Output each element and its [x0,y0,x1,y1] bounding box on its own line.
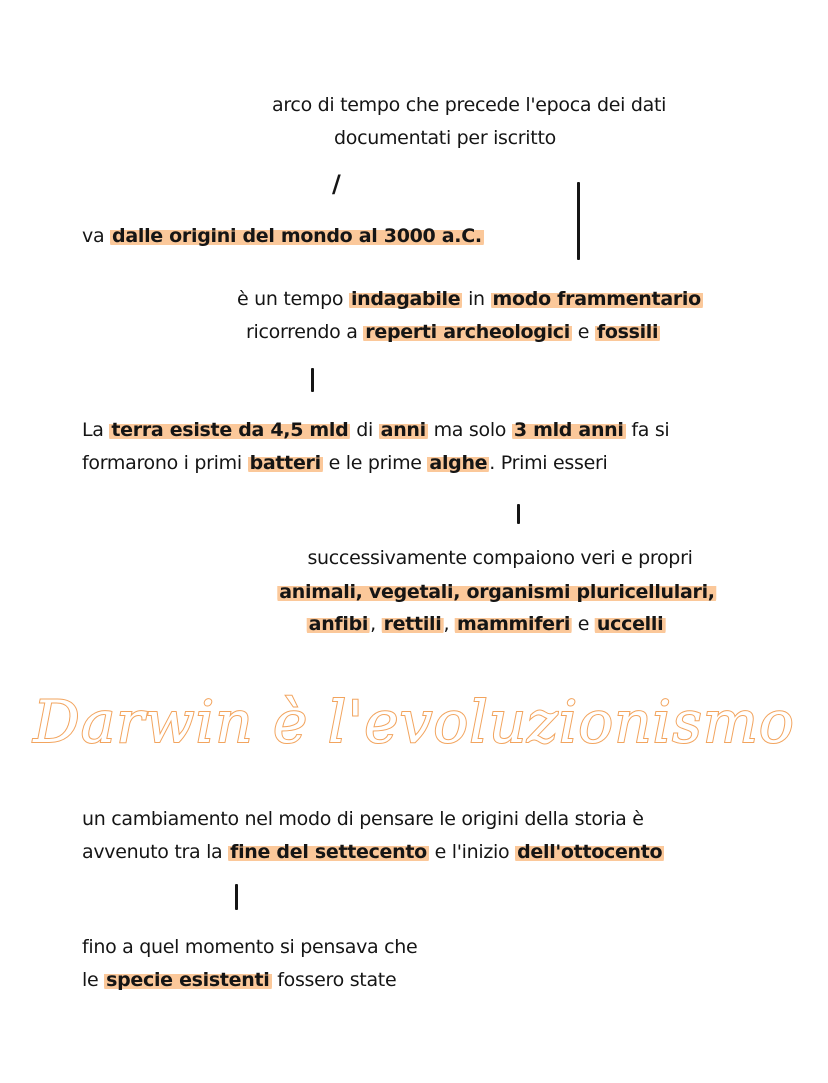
period-highlight: dalle origini del mondo al 3000 a.C. [112,225,482,247]
period-prefix: va [82,225,111,247]
text: fossero state [271,969,397,991]
connector-slash: / [332,170,341,198]
text: . Primi esseri [489,452,608,474]
text: e l'inizio [428,841,516,863]
definition-line-2: documentati per iscritto [334,127,556,149]
text: La [82,419,110,441]
method-line-1 [237,287,703,311]
definition-line-1: arco di tempo che precede l'epoca dei dati [272,94,667,116]
highlight-uccelli: uccelli [596,613,664,635]
highlight-reperti: reperti archeologici [365,321,570,343]
text: ricorrendo a [246,321,364,343]
method-line-2 [246,320,660,344]
highlight-fossili: fossili [596,321,659,343]
text: in [462,288,491,310]
text: e [572,613,595,635]
highlight-terra: terra esiste da 4,5 mld [111,419,349,441]
highlight-fine-settecento: fine del settecento [230,841,427,863]
highlight-ottocento: dell'ottocento [517,841,663,863]
text: ma solo [427,419,512,441]
connector-line-long [577,182,580,260]
highlight-anni: anni [380,419,426,441]
text: è un tempo [237,288,349,310]
connector-line [311,368,314,392]
highlight-alghe: alghe [429,452,488,474]
highlight-batteri: batteri [249,452,321,474]
highlight-anfibi: anfibi [308,613,369,635]
evolution-line-2 [277,580,716,604]
connector-line [235,884,238,910]
text: formarono i primi [82,452,248,474]
belief-line-1: fino a quel momento si pensava che [82,936,418,958]
highlight-3-mld: 3 mld anni [513,419,624,441]
text: fa si [625,419,670,441]
connector-line [517,504,520,524]
earth-line-2 [82,451,607,475]
period-line [82,224,484,248]
highlight-mammiferi: mammiferi [456,613,571,635]
change-line-1: un cambiamento nel modo di pensare le origini della storia è [82,808,644,830]
text: , [370,613,382,635]
text: le [82,969,105,991]
highlight-indagabile: indagabile [350,288,461,310]
section-title: Darwin è l'evoluzionismo [33,688,795,756]
text: di [350,419,379,441]
text: e le prime [322,452,428,474]
earth-line-1 [82,418,669,442]
text: avvenuto tra la [82,841,229,863]
highlight-specie: specie esistenti [106,969,270,991]
text: e [571,321,595,343]
change-line-2 [82,840,664,864]
highlight-organismi: animali, vegetali, organismi pluricellulari, [279,581,715,603]
text: , [443,613,455,635]
evolution-line-3 [307,612,666,636]
evolution-line-1: successivamente compaiono veri e propri [307,547,693,569]
highlight-modo-frammentario: modo frammentario [492,288,701,310]
belief-line-2 [82,968,396,992]
highlight-rettili: rettili [383,613,442,635]
